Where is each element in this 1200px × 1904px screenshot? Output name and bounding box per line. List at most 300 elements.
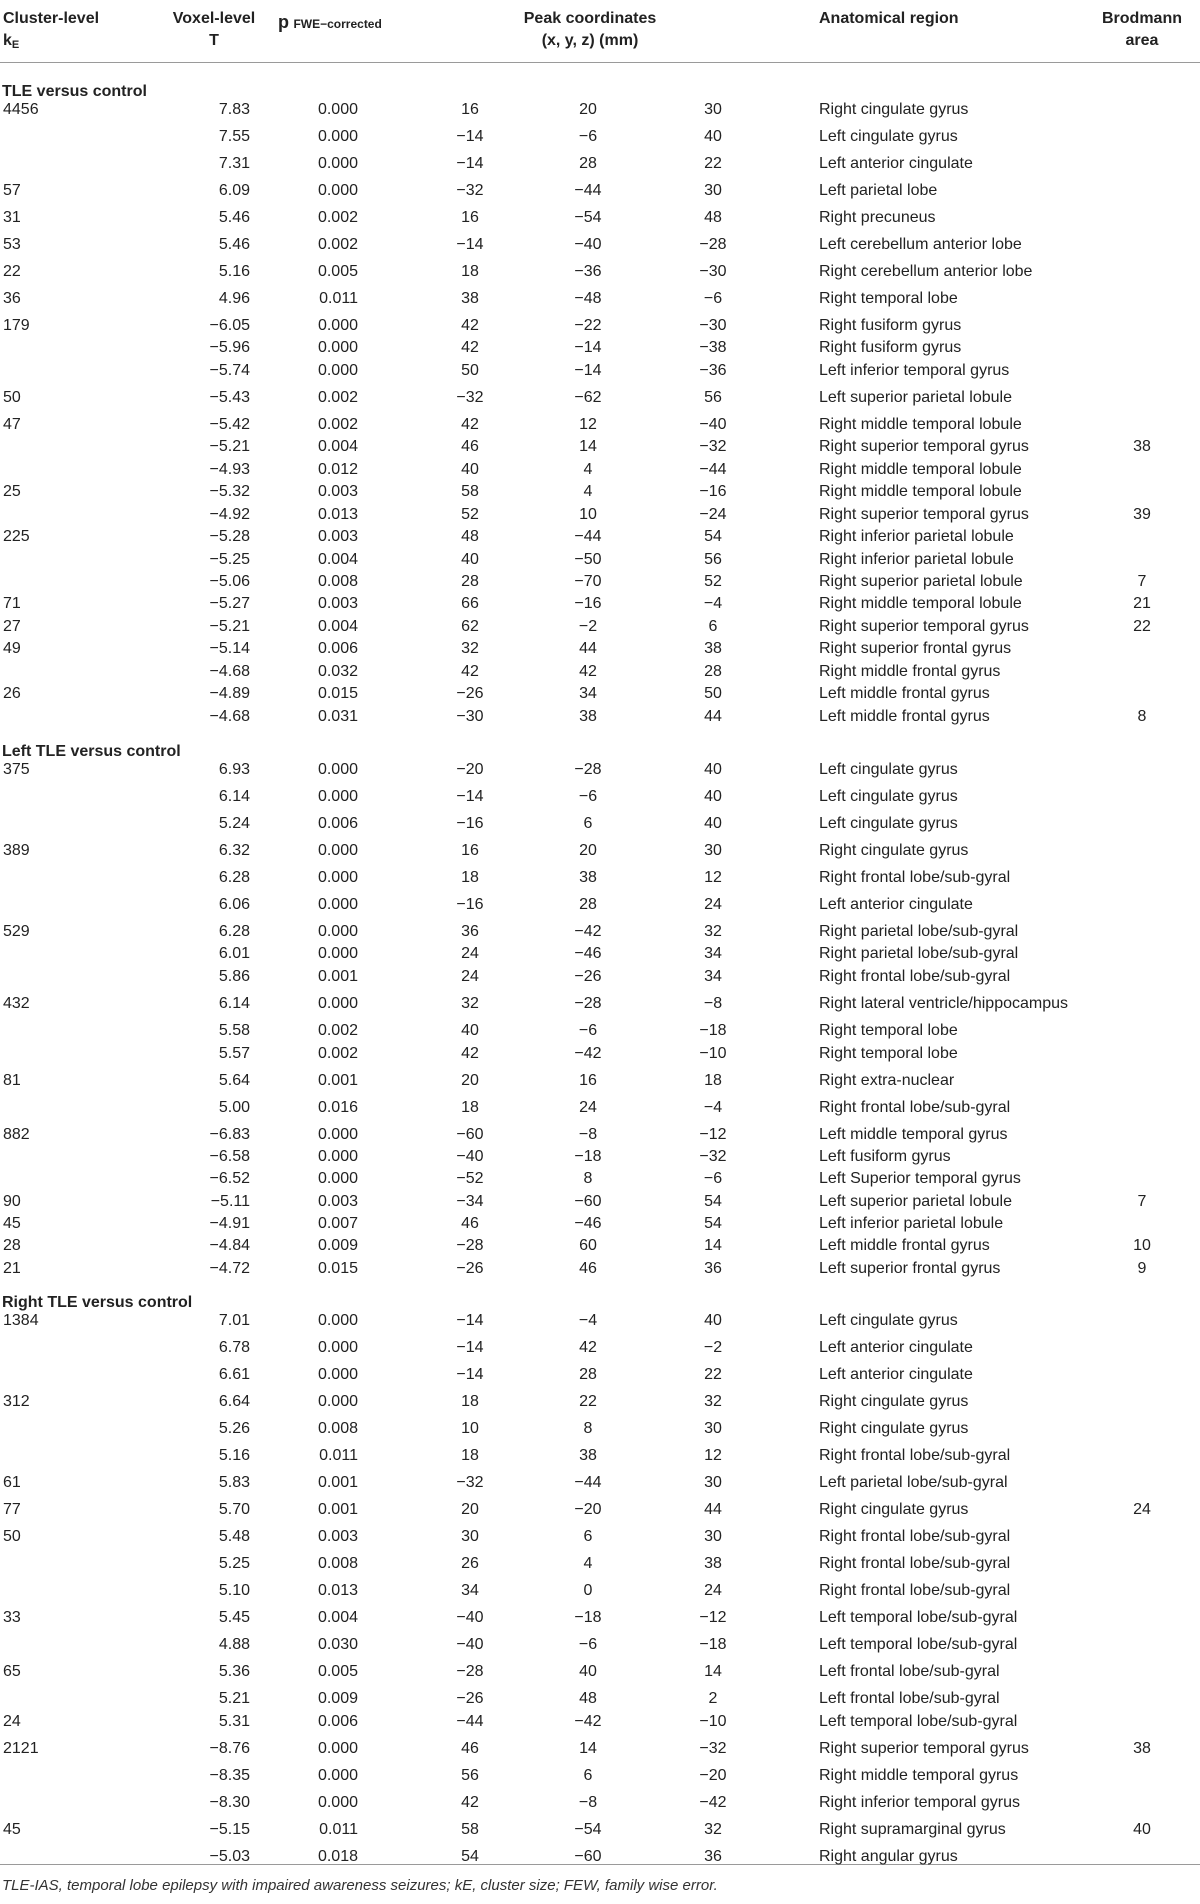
cell-x: 42 <box>461 317 479 334</box>
cell-y: −48 <box>574 290 602 307</box>
cell-x: −14 <box>456 1312 484 1329</box>
cell-region: Left temporal lobe/sub-gyral <box>819 1713 1018 1730</box>
cell-y: 60 <box>579 1237 597 1254</box>
cell-z: 34 <box>704 945 722 962</box>
cell-k: 50 <box>3 1528 21 1545</box>
cell-k: 179 <box>3 317 30 334</box>
cell-x: −44 <box>456 1713 484 1730</box>
cell-x: −14 <box>456 236 484 253</box>
cell-x: −32 <box>456 389 484 406</box>
cell-y: −70 <box>574 573 602 590</box>
header-cluster-level-sub: E <box>11 39 20 51</box>
cell-ba: 22 <box>1133 618 1151 635</box>
header-brodmann-line1: Brodmann <box>1102 10 1182 27</box>
header-brodmann-area <box>1102 8 1182 52</box>
section-title: Left TLE versus control <box>2 743 181 760</box>
cell-x: 18 <box>461 1099 479 1116</box>
cell-t: −5.15 <box>209 1821 250 1838</box>
cell-region: Right parietal lobe/sub-gyral <box>819 923 1019 940</box>
cell-p: 0.015 <box>317 1260 358 1277</box>
cell-t: −4.91 <box>209 1215 250 1232</box>
cell-k: 50 <box>3 389 21 406</box>
cell-region: Right middle frontal gyrus <box>819 663 1001 680</box>
cell-y: −18 <box>574 1148 602 1165</box>
cell-t: 5.46 <box>218 209 250 226</box>
cell-t: 5.16 <box>218 1447 250 1464</box>
cell-k: 1384 <box>3 1312 39 1329</box>
cell-region: Left temporal lobe/sub-gyral <box>819 1636 1018 1653</box>
cell-y: −42 <box>574 923 602 940</box>
cell-z: −2 <box>703 1339 723 1356</box>
cell-region: Right superior frontal gyrus <box>819 640 1012 657</box>
cell-x: 18 <box>461 869 479 886</box>
cell-y: −18 <box>574 1609 602 1626</box>
cell-p: 0.007 <box>317 1215 358 1232</box>
cell-ba: 7 <box>1137 1193 1147 1210</box>
cell-k: 882 <box>3 1126 30 1143</box>
cell-y: 24 <box>579 1099 597 1116</box>
cell-region: Right middle temporal gyrus <box>819 1767 1019 1784</box>
cell-z: −40 <box>699 416 727 433</box>
cell-p: 0.002 <box>317 209 358 226</box>
cell-z: 30 <box>704 842 722 859</box>
cell-y: 6 <box>583 815 593 832</box>
cell-y: −54 <box>574 209 602 226</box>
cell-y: 46 <box>579 1260 597 1277</box>
cell-z: 30 <box>704 1528 722 1545</box>
cell-p: 0.002 <box>317 416 358 433</box>
cell-y: 42 <box>579 1339 597 1356</box>
cell-k: 47 <box>3 416 21 433</box>
cell-t: −5.28 <box>209 528 250 545</box>
cell-x: 36 <box>461 923 479 940</box>
cell-t: 6.28 <box>218 923 250 940</box>
cell-region: Left cingulate gyrus <box>819 1312 958 1329</box>
cell-region: Right cerebellum anterior lobe <box>819 263 1033 280</box>
cell-z: 30 <box>704 1474 722 1491</box>
cell-p: 0.000 <box>317 1312 358 1329</box>
cell-region: Right lateral ventricle/hippocampus <box>819 995 1069 1012</box>
cell-region: Left cerebellum anterior lobe <box>819 236 1022 253</box>
cell-p: 0.009 <box>317 1237 358 1254</box>
cell-p: 0.000 <box>317 1740 358 1757</box>
cell-p: 0.001 <box>317 1072 358 1089</box>
cell-x: 20 <box>461 1501 479 1518</box>
cell-k: 389 <box>3 842 30 859</box>
cell-z: 50 <box>704 685 722 702</box>
cell-region: Left middle frontal gyrus <box>819 685 990 702</box>
cell-region: Right angular gyrus <box>819 1848 958 1865</box>
cell-p: 0.000 <box>317 945 358 962</box>
cell-x: −32 <box>456 182 484 199</box>
cell-region: Right frontal lobe/sub-gyral <box>819 968 1011 985</box>
header-p-subscript: FWE−corrected <box>293 17 382 31</box>
cell-z: 2 <box>708 1690 718 1707</box>
cell-y: −60 <box>574 1848 602 1865</box>
cell-y: 38 <box>579 708 597 725</box>
header-anatomical-region: Anatomical region <box>819 10 959 27</box>
cell-p: 0.002 <box>317 1022 358 1039</box>
cell-y: −44 <box>574 528 602 545</box>
cell-p: 0.000 <box>317 101 358 118</box>
cell-t: −5.32 <box>209 483 250 500</box>
cell-ba: 21 <box>1133 595 1151 612</box>
cell-k: 53 <box>3 236 21 253</box>
cell-y: −2 <box>578 618 598 635</box>
header-p-fwe <box>278 11 382 35</box>
cell-p: 0.003 <box>317 483 358 500</box>
cell-region: Right temporal lobe <box>819 290 958 307</box>
cell-k: 27 <box>3 618 21 635</box>
cell-region: Right superior temporal gyrus <box>819 618 1029 635</box>
cell-region: Left superior parietal lobule <box>819 389 1013 406</box>
cell-y: −54 <box>574 1821 602 1838</box>
cell-p: 0.000 <box>317 182 358 199</box>
cell-p: 0.008 <box>317 1555 358 1572</box>
cell-z: 30 <box>704 101 722 118</box>
header-peak-coordinates-line1: Peak coordinates <box>523 10 657 27</box>
cell-p: 0.000 <box>317 788 358 805</box>
cell-y: 22 <box>579 1393 597 1410</box>
cell-t: −8.30 <box>209 1794 250 1811</box>
cell-y: 14 <box>579 438 597 455</box>
cell-x: 46 <box>461 438 479 455</box>
cell-region: Right middle temporal lobule <box>819 461 1022 478</box>
cell-p: 0.013 <box>317 1582 358 1599</box>
cell-region: Left parietal lobe/sub-gyral <box>819 1474 1008 1491</box>
cell-x: 32 <box>461 995 479 1012</box>
cell-region: Right superior parietal lobule <box>819 573 1023 590</box>
header-cluster-level <box>3 8 99 56</box>
cell-region: Right cingulate gyrus <box>819 1393 969 1410</box>
cell-region: Left middle frontal gyrus <box>819 1237 990 1254</box>
cell-x: 66 <box>461 595 479 612</box>
cell-z: −28 <box>699 236 727 253</box>
cell-y: 4 <box>583 483 593 500</box>
cell-x: 30 <box>461 1528 479 1545</box>
cell-k: 26 <box>3 685 21 702</box>
cell-region: Right temporal lobe <box>819 1045 958 1062</box>
cell-ba: 9 <box>1137 1260 1147 1277</box>
cell-z: 6 <box>708 618 718 635</box>
cell-z: 36 <box>704 1260 722 1277</box>
cell-x: 50 <box>461 362 479 379</box>
cell-z: 12 <box>704 869 722 886</box>
cell-t: −4.68 <box>209 663 250 680</box>
cell-region: Right extra-nuclear <box>819 1072 955 1089</box>
table-footnote: TLE-IAS, temporal lobe epilepsy with impaired awareness seizures; kE, cluster size; FEW, family wise error. <box>2 1877 718 1894</box>
cell-z: 30 <box>704 182 722 199</box>
cell-p: 0.002 <box>317 1045 358 1062</box>
cell-z: 48 <box>704 209 722 226</box>
cell-region: Left cingulate gyrus <box>819 815 958 832</box>
cell-y: −46 <box>574 945 602 962</box>
cell-y: 28 <box>579 896 597 913</box>
cell-y: −36 <box>574 263 602 280</box>
cell-x: 46 <box>461 1215 479 1232</box>
cell-k: 4456 <box>3 101 39 118</box>
cell-t: −5.03 <box>209 1848 250 1865</box>
cell-y: 34 <box>579 685 597 702</box>
cell-k: 432 <box>3 995 30 1012</box>
cell-x: 18 <box>461 1447 479 1464</box>
cell-z: 56 <box>704 551 722 568</box>
cell-y: −22 <box>574 317 602 334</box>
cell-x: 42 <box>461 416 479 433</box>
cell-y: −26 <box>574 968 602 985</box>
cell-x: −40 <box>456 1636 484 1653</box>
cell-k: 21 <box>3 1260 21 1277</box>
cell-x: 52 <box>461 506 479 523</box>
cell-p: 0.000 <box>317 995 358 1012</box>
cell-x: −20 <box>456 761 484 778</box>
cell-y: −42 <box>574 1713 602 1730</box>
cell-y: −28 <box>574 761 602 778</box>
cell-region: Right fusiform gyrus <box>819 317 962 334</box>
cell-region: Right fusiform gyrus <box>819 339 962 356</box>
cell-y: 8 <box>583 1170 593 1187</box>
cell-p: 0.011 <box>319 1447 358 1464</box>
cell-x: 40 <box>461 551 479 568</box>
cell-p: 0.000 <box>317 923 358 940</box>
cell-y: −44 <box>574 182 602 199</box>
cell-p: 0.006 <box>317 815 358 832</box>
cell-t: −5.43 <box>209 389 250 406</box>
cell-x: 24 <box>461 968 479 985</box>
cell-region: Left frontal lobe/sub-gyral <box>819 1663 1000 1680</box>
cell-y: 6 <box>583 1767 593 1784</box>
cell-y: −20 <box>574 1501 602 1518</box>
cell-t: 5.83 <box>218 1474 250 1491</box>
cell-x: 34 <box>461 1582 479 1599</box>
cell-k: 77 <box>3 1501 21 1518</box>
cell-z: −6 <box>703 290 723 307</box>
cell-x: 54 <box>461 1848 479 1865</box>
cell-z: 18 <box>704 1072 722 1089</box>
cell-t: −5.74 <box>209 362 250 379</box>
cell-x: 18 <box>461 263 479 280</box>
header-voxel-level-line2: T <box>209 32 219 49</box>
cell-p: 0.032 <box>317 663 358 680</box>
cell-p: 0.000 <box>317 128 358 145</box>
cell-y: −6 <box>578 1022 598 1039</box>
cell-z: 22 <box>704 1366 722 1383</box>
cell-ba: 39 <box>1133 506 1151 523</box>
cell-x: −16 <box>456 896 484 913</box>
cell-t: −5.25 <box>209 551 250 568</box>
cell-region: Right frontal lobe/sub-gyral <box>819 1555 1011 1572</box>
cell-p: 0.001 <box>317 968 358 985</box>
header-voxel-level <box>173 8 255 52</box>
cell-region: Left anterior cingulate <box>819 1366 973 1383</box>
cell-region: Right middle temporal lobule <box>819 595 1022 612</box>
cell-p: 0.001 <box>317 1474 358 1491</box>
cell-x: −26 <box>456 1690 484 1707</box>
cell-t: 5.31 <box>218 1713 250 1730</box>
cell-k: 24 <box>3 1713 21 1730</box>
cell-z: −16 <box>699 483 727 500</box>
cell-t: −6.05 <box>209 317 250 334</box>
cell-z: 14 <box>704 1237 722 1254</box>
cell-x: 48 <box>461 528 479 545</box>
cell-p: 0.009 <box>317 1690 358 1707</box>
cell-k: 57 <box>3 182 21 199</box>
cell-y: 4 <box>583 1555 593 1572</box>
cell-region: Right cingulate gyrus <box>819 1501 969 1518</box>
cell-y: −6 <box>578 1636 598 1653</box>
cell-t: −5.06 <box>209 573 250 590</box>
cell-t: 5.45 <box>218 1609 250 1626</box>
cell-x: 40 <box>461 461 479 478</box>
cell-z: −32 <box>699 1148 727 1165</box>
cell-x: 58 <box>461 483 479 500</box>
cell-ba: 38 <box>1133 438 1151 455</box>
cell-ba: 24 <box>1133 1501 1151 1518</box>
cell-p: 0.016 <box>317 1099 358 1116</box>
cell-x: 20 <box>461 1072 479 1089</box>
cell-t: −4.93 <box>209 461 250 478</box>
cell-p: 0.030 <box>317 1636 358 1653</box>
header-p-symbol: p <box>278 12 289 32</box>
cell-z: −30 <box>699 263 727 280</box>
cell-y: 12 <box>579 416 597 433</box>
cell-t: −4.92 <box>209 506 250 523</box>
cell-t: 6.14 <box>218 995 250 1012</box>
cell-z: 22 <box>704 155 722 172</box>
cell-region: Left anterior cingulate <box>819 896 973 913</box>
cell-k: 45 <box>3 1215 21 1232</box>
cell-y: −42 <box>574 1045 602 1062</box>
cell-x: 56 <box>461 1767 479 1784</box>
cell-x: −14 <box>456 1339 484 1356</box>
cell-x: 42 <box>461 1794 479 1811</box>
cell-p: 0.006 <box>317 640 358 657</box>
header-rule <box>0 62 1200 63</box>
cell-region: Right middle temporal lobule <box>819 483 1022 500</box>
cell-region: Right frontal lobe/sub-gyral <box>819 1099 1011 1116</box>
cell-z: 38 <box>704 1555 722 1572</box>
cell-y: −46 <box>574 1215 602 1232</box>
cell-t: 5.26 <box>218 1420 250 1437</box>
cell-x: −34 <box>456 1193 484 1210</box>
cell-k: 90 <box>3 1193 21 1210</box>
cell-x: 42 <box>461 1045 479 1062</box>
cell-t: −5.42 <box>209 416 250 433</box>
cell-z: 40 <box>704 1312 722 1329</box>
cell-p: 0.000 <box>317 1767 358 1784</box>
cell-p: 0.018 <box>317 1848 358 1865</box>
cell-y: −8 <box>578 1126 598 1143</box>
cell-z: −12 <box>699 1126 727 1143</box>
cell-p: 0.000 <box>317 362 358 379</box>
cell-region: Right middle temporal lobule <box>819 416 1022 433</box>
cell-t: −4.84 <box>209 1237 250 1254</box>
cell-k: 81 <box>3 1072 21 1089</box>
cell-x: −52 <box>456 1170 484 1187</box>
cell-region: Right superior temporal gyrus <box>819 438 1029 455</box>
cell-z: 12 <box>704 1447 722 1464</box>
cell-x: −14 <box>456 788 484 805</box>
cell-ba: 40 <box>1133 1821 1151 1838</box>
cell-t: 5.86 <box>218 968 250 985</box>
cell-z: −6 <box>703 1170 723 1187</box>
cell-ba: 7 <box>1137 573 1147 590</box>
cell-z: −36 <box>699 362 727 379</box>
cell-z: 40 <box>704 815 722 832</box>
cell-z: −4 <box>703 1099 723 1116</box>
cell-x: 16 <box>461 101 479 118</box>
cell-z: 56 <box>704 389 722 406</box>
cell-x: 28 <box>461 573 479 590</box>
cell-z: 40 <box>704 128 722 145</box>
cell-t: 7.83 <box>218 101 250 118</box>
cell-y: −14 <box>574 339 602 356</box>
cell-x: −16 <box>456 815 484 832</box>
cell-k: 49 <box>3 640 21 657</box>
cell-region: Left fusiform gyrus <box>819 1148 951 1165</box>
cell-t: 7.01 <box>218 1312 250 1329</box>
cell-y: −28 <box>574 995 602 1012</box>
cell-x: 26 <box>461 1555 479 1572</box>
cell-k: 312 <box>3 1393 30 1410</box>
cell-p: 0.000 <box>317 1393 358 1410</box>
cell-t: 7.55 <box>218 128 250 145</box>
cell-z: −42 <box>699 1794 727 1811</box>
cell-t: −5.21 <box>209 438 250 455</box>
cell-k: 33 <box>3 1609 21 1626</box>
cell-x: −28 <box>456 1663 484 1680</box>
cell-z: 54 <box>704 1193 722 1210</box>
cell-t: 6.32 <box>218 842 250 859</box>
cell-t: 5.24 <box>218 815 250 832</box>
cell-p: 0.000 <box>317 1794 358 1811</box>
cell-x: 38 <box>461 290 479 307</box>
header-cluster-level-line2 <box>3 30 99 56</box>
cell-x: 62 <box>461 618 479 635</box>
cell-z: −24 <box>699 506 727 523</box>
cell-region: Left inferior parietal lobule <box>819 1215 1004 1232</box>
cell-t: 5.10 <box>218 1582 250 1599</box>
cell-y: 38 <box>579 1447 597 1464</box>
cell-p: 0.015 <box>317 685 358 702</box>
cell-region: Right superior temporal gyrus <box>819 1740 1029 1757</box>
section-title: TLE versus control <box>2 83 147 100</box>
cell-x: −40 <box>456 1148 484 1165</box>
cell-region: Right inferior parietal lobule <box>819 528 1014 545</box>
cell-z: −18 <box>699 1022 727 1039</box>
cell-z: 44 <box>704 708 722 725</box>
header-peak-coordinates <box>524 8 657 52</box>
cell-p: 0.000 <box>317 1126 358 1143</box>
cell-ba: 8 <box>1137 708 1147 725</box>
cell-y: 16 <box>579 1072 597 1089</box>
cell-y: −6 <box>578 128 598 145</box>
cell-k: 375 <box>3 761 30 778</box>
cell-p: 0.000 <box>317 1170 358 1187</box>
cell-t: −8.76 <box>209 1740 250 1757</box>
cell-t: 6.78 <box>218 1339 250 1356</box>
cell-t: 6.64 <box>218 1393 250 1410</box>
cell-k: 2121 <box>3 1740 39 1757</box>
cell-p: 0.011 <box>319 290 358 307</box>
cell-x: −14 <box>456 155 484 172</box>
cell-z: 28 <box>704 663 722 680</box>
cell-y: 20 <box>579 101 597 118</box>
cell-y: −60 <box>574 1193 602 1210</box>
cell-k: 71 <box>3 595 21 612</box>
cell-p: 0.011 <box>319 1821 358 1838</box>
cell-y: −50 <box>574 551 602 568</box>
